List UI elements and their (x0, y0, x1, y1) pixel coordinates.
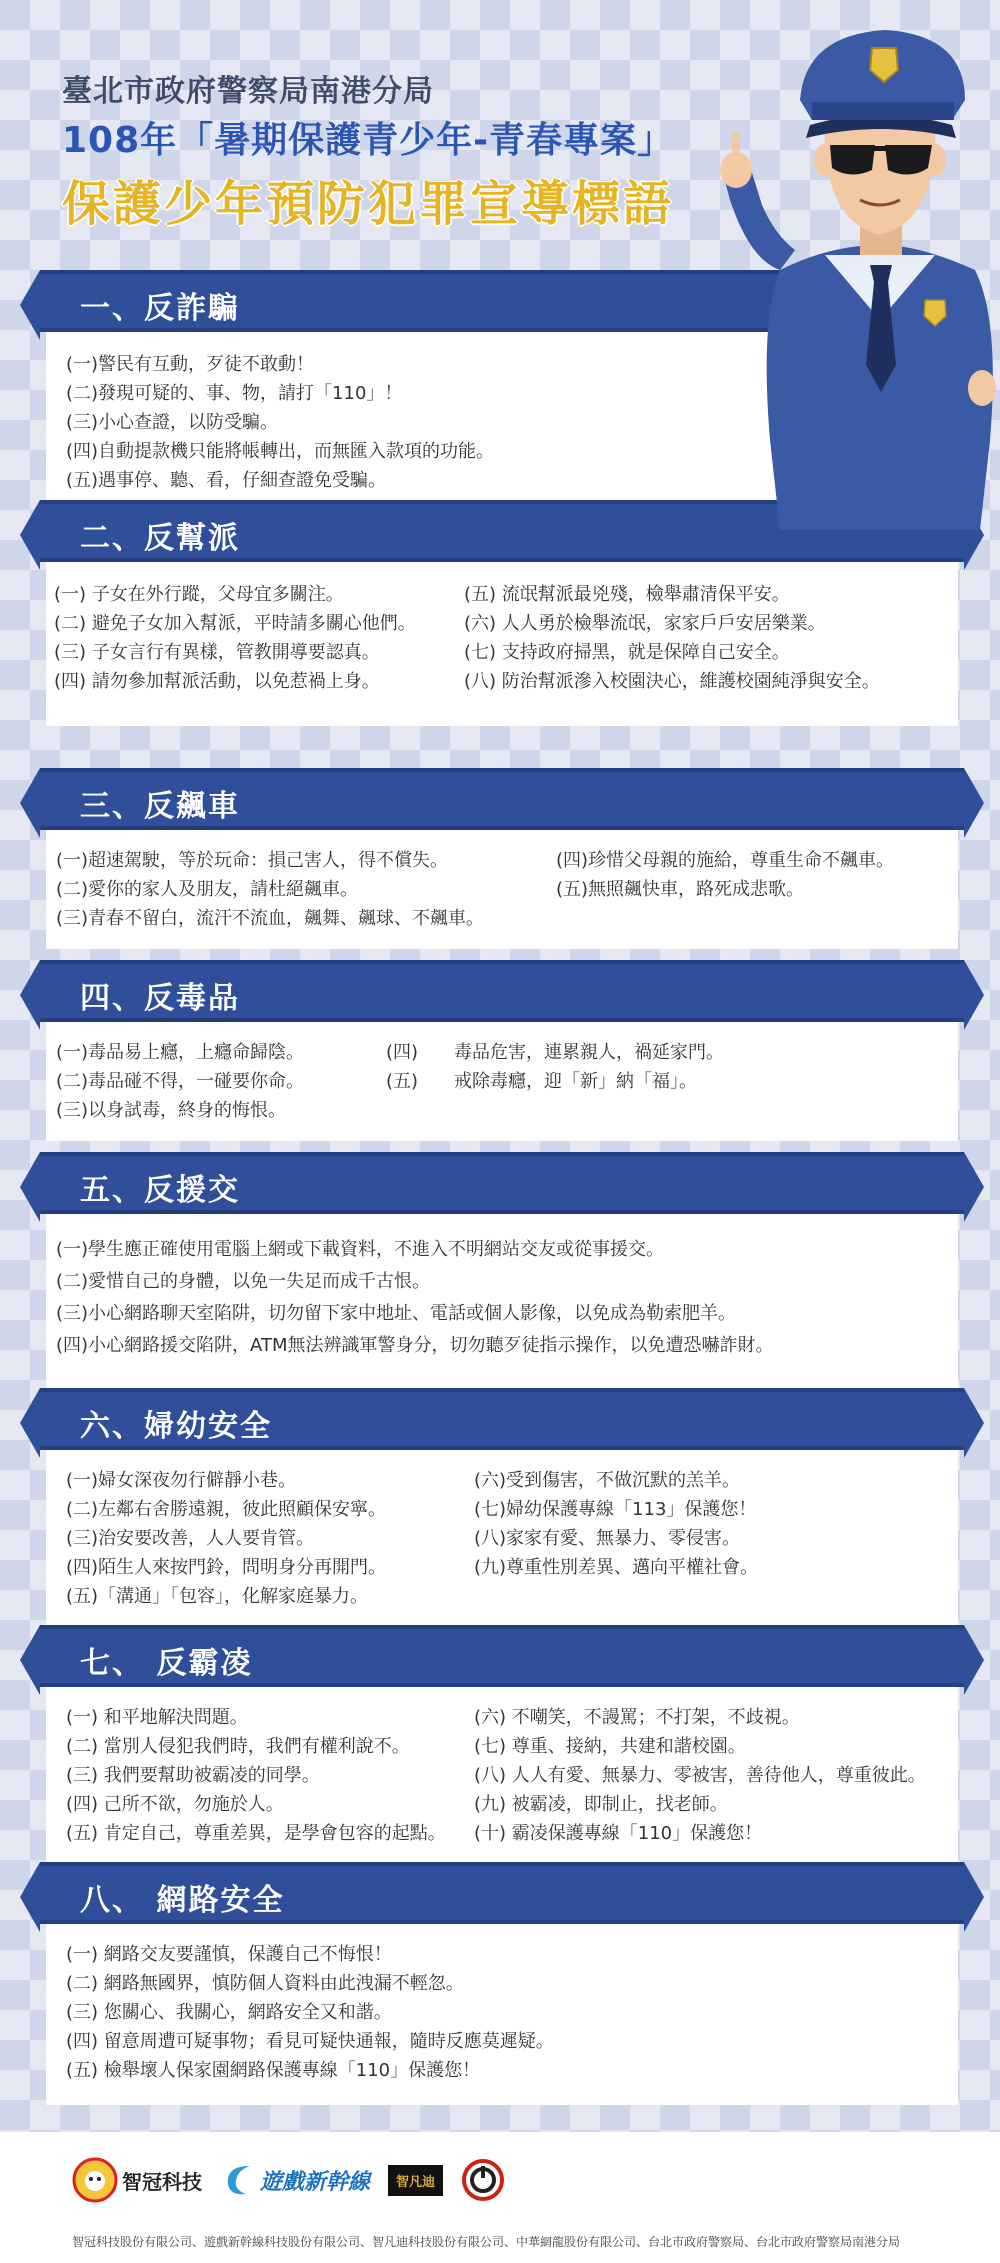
section-title: 七、 反霸凌 (80, 1646, 253, 1681)
logo-chinese-gamer (461, 2158, 505, 2202)
section-header (40, 1388, 964, 1450)
section-title: 八、 網路安全 (80, 1883, 285, 1918)
slogan-line: (七)婦幼保護專線「113」保護您！ (474, 1499, 757, 1520)
slogan-line: (九) 被霸凌，即制止，找老師。 (474, 1794, 728, 1815)
logo-text: 智冠科技 (122, 2169, 202, 2194)
logo-zhifandi (388, 2165, 443, 2196)
slogan-line: (一)警民有互動，歹徒不敢動！ (66, 354, 315, 375)
sponsor-logos (72, 2152, 505, 2208)
slogan-line: (三)小心查證，以防受騙。 (66, 412, 279, 433)
slogan-column-left (66, 1466, 474, 1611)
slogan-line: (二) 避免子女加入幫派，平時請多關心他們。 (54, 613, 416, 634)
section-anti-drug (40, 960, 964, 1141)
slogan-line: (一)毒品易上癮，上癮命歸陰。 (56, 1042, 305, 1063)
police-officer-illustration (720, 20, 1000, 530)
slogan-column-left (56, 846, 556, 933)
soft-world-emblem-icon (72, 2157, 118, 2203)
slogan-line: (七) 支持政府掃黑，就是保障自己安全。 (464, 642, 790, 663)
section-header (40, 1152, 964, 1214)
slogan-line: (二)毒品碰不得，一碰要你命。 (56, 1071, 305, 1092)
slogan-column-right (474, 1466, 758, 1611)
slogan-line: (四) 請勿參加幫派活動，以免惹禍上身。 (54, 671, 380, 692)
slogan-line: (四) 己所不欲，勿施於人。 (66, 1794, 284, 1815)
slogan-line: (一)婦女深夜勿行僻靜小巷。 (66, 1470, 297, 1491)
slogan-column-right (556, 846, 894, 933)
section-body (46, 1687, 958, 1864)
slogan-column-right (464, 580, 880, 696)
section-body (46, 1214, 958, 1388)
slogan-line: (三)小心網路聊天室陷阱，切勿留下家中地址、電話或個人影像，以免成為勒索肥羊。 (56, 1303, 737, 1324)
section-title: 二、反幫派 (80, 521, 240, 556)
logo-soft-world (72, 2157, 202, 2203)
slogan-line: (八)家家有愛、無暴力、零侵害。 (474, 1528, 741, 1549)
section-title: 五、反援交 (80, 1173, 240, 1208)
section-anti-gang (40, 500, 964, 726)
slogan-line: (四)自動提款機只能將帳轉出，而無匯入款項的功能。 (66, 441, 495, 462)
section-title: 六、婦幼安全 (80, 1409, 272, 1444)
section-header (40, 960, 964, 1022)
slogan-line: (二) 網路無國界，慎防個人資料由此洩漏不輕忽。 (66, 1973, 464, 1994)
organization-name: 臺北市政府警察局南港分局 (62, 74, 434, 109)
slogan-line: (二)愛你的家人及朋友，請杜絕飆車。 (56, 879, 359, 900)
slogan-line: (五)無照飆快車，路死成悲歌。 (556, 879, 805, 900)
logo-text: 智凡迪 (388, 2165, 443, 2196)
section-header (40, 768, 964, 830)
slogan-line: (五) 肯定自己，尊重差異，是學會包容的起點。 (66, 1823, 446, 1844)
logo-text: 遊戲新幹線 (260, 2169, 371, 2195)
slogan-line: (三) 我們要幫助被霸凌的同學。 (66, 1765, 320, 1786)
section-anti-bullying (40, 1625, 964, 1864)
slogan-line: (六) 不嘲笑，不謾罵；不打架，不歧視。 (474, 1707, 800, 1728)
section-anti-racing (40, 768, 964, 949)
swirl-emblem-icon (220, 2160, 260, 2200)
section-title: 一、反詐騙 (80, 291, 240, 326)
slogan-line: (一) 子女在外行蹤，父母宜多關注。 (54, 584, 344, 605)
section-body (46, 1924, 958, 2105)
slogan-line: (四) 留意周遭可疑事物；看見可疑快通報，隨時反應莫遲疑。 (66, 2031, 554, 2052)
sponsor-list: 智冠科技股份有限公司、遊戲新幹線科技股份有限公司、智凡迪科技股份有限公司、中華網龍股份有限公司、台北市政府警察局、台北市政府警察局南港分局 (72, 2235, 901, 2249)
slogan-line: (一)學生應正確使用電腦上網或下載資料，不進入不明網站交友或從事援交。 (56, 1239, 665, 1260)
slogan-column-left (66, 1703, 474, 1848)
slogan-line: (五) 檢舉壞人保家園網路保護專線「110」保護您！ (66, 2060, 481, 2081)
slogan-line: (四) 毒品危害，連累親人，禍延家門。 (386, 1042, 725, 1063)
slogan-line: (四)珍惜父母親的施給，尊重生命不飆車。 (556, 850, 895, 871)
slogan-line: (一) 網路交友要謹慎，保護自己不悔恨！ (66, 1944, 392, 1965)
slogan-line: (五)遇事停、聽、看，仔細查證免受騙。 (66, 470, 387, 491)
section-anti-compensated-dating (40, 1152, 964, 1388)
slogan-line: (三)治安要改善，人人要肯管。 (66, 1528, 315, 1549)
slogan-line: (三)青春不留白，流汗不流血，飆舞、飆球、不飆車。 (56, 908, 485, 929)
section-header (40, 1625, 964, 1687)
slogan-line: (二) 當別人侵犯我們時，我們有權利說不。 (66, 1736, 410, 1757)
slogan-line: (八) 人人有愛、無暴力、零被害，善待他人，尊重彼此。 (474, 1765, 926, 1786)
footer (0, 2132, 1000, 2263)
section-header (40, 1862, 964, 1924)
slogan-column-left (54, 580, 464, 696)
slogan-line: (四)陌生人來按門鈴，問明身分再開門。 (66, 1557, 387, 1578)
section-title: 四、反毒品 (80, 981, 240, 1016)
slogan-line: (六) 人人勇於檢舉流氓，家家戶戶安居樂業。 (464, 613, 826, 634)
section-body (46, 1022, 958, 1141)
section-internet-safety (40, 1862, 964, 2105)
slogan-line: (五) 流氓幫派最兇殘，檢舉肅清保平安。 (464, 584, 790, 605)
slogan-line: (七) 尊重、接納，共建和諧校園。 (474, 1736, 746, 1757)
slogan-line: (三)以身試毒，終身的悔恨。 (56, 1100, 287, 1121)
poster-title: 保護少年預防犯罪宣導標語 (62, 176, 675, 232)
slogan-line: (四)小心網路援交陷阱，ATM無法辨識軍警身分，切勿聽歹徒指示操作，以免遭恐嚇詐財。 (56, 1335, 774, 1356)
slogan-column-right (386, 1038, 724, 1125)
slogan-line: (二)發現可疑的、事、物，請打「110」！ (66, 383, 403, 404)
section-women-children-safety (40, 1388, 964, 1627)
slogan-line: (九)尊重性別差異、邁向平權社會。 (474, 1557, 759, 1578)
slogan-line: (一) 和平地解決問題。 (66, 1707, 248, 1728)
slogan-line: (十) 霸凌保護專線「110」保護您！ (474, 1823, 763, 1844)
section-body (46, 830, 958, 949)
slogan-line: (八) 防治幫派滲入校園決心，維護校園純淨與安全。 (464, 671, 880, 692)
section-title: 三、反飆車 (80, 789, 240, 824)
dragon-seal-icon (461, 2158, 505, 2202)
section-body (46, 1450, 958, 1627)
slogan-column-right (474, 1703, 926, 1848)
slogan-line: (二)左鄰右舍勝遠親，彼此照顧保安寧。 (66, 1499, 387, 1520)
slogan-line: (五)「溝通」「包容」，化解家庭暴力。 (66, 1586, 369, 1607)
slogan-line: (五) 戒除毒癮，迎「新」納「福」。 (386, 1071, 698, 1092)
slogan-column-left (56, 1038, 386, 1125)
campaign-subtitle: 108年「暑期保護青少年-青春專案」 (62, 120, 675, 161)
logo-game-channel (220, 2160, 370, 2200)
slogan-line: (二)愛惜自己的身體，以免一失足而成千古恨。 (56, 1271, 431, 1292)
slogan-line: (三) 您關心、我關心，網路安全又和諧。 (66, 2002, 392, 2023)
slogan-line: (六)受到傷害，不做沉默的羔羊。 (474, 1470, 741, 1491)
slogan-line: (三) 子女言行有異樣，管教開導要認真。 (54, 642, 380, 663)
slogan-line: (一)超速駕駛，等於玩命：損己害人，得不償失。 (56, 850, 449, 871)
section-body (46, 562, 958, 726)
